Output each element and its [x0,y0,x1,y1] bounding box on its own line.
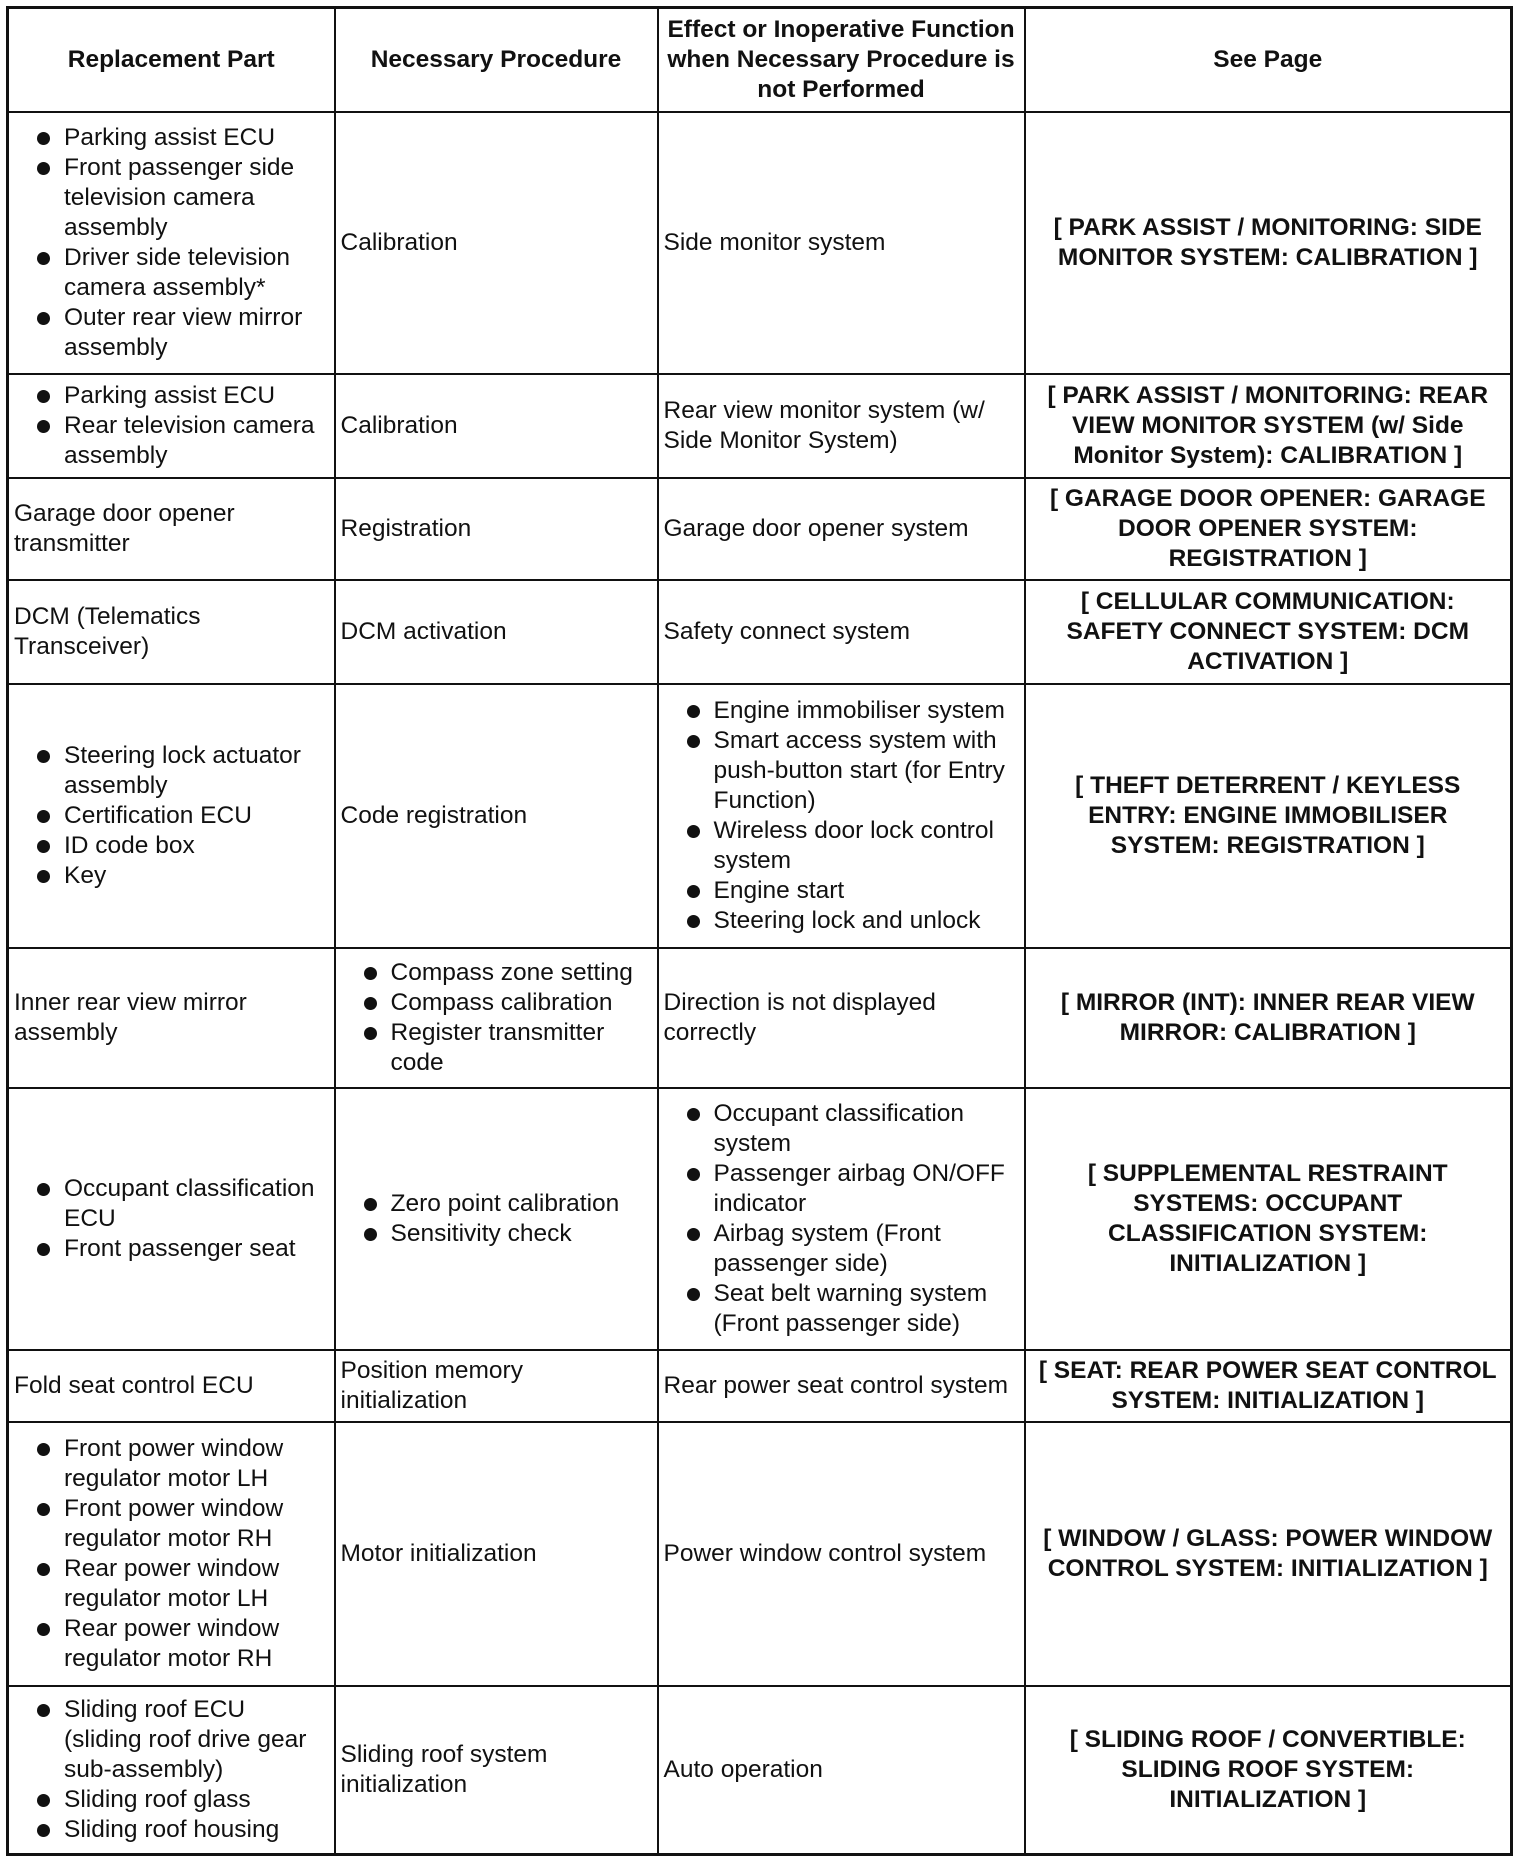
procedure-cell: Motor initialization [335,1422,658,1686]
effect-cell: Side monitor system [658,112,1025,374]
procedure-table [6,6,1513,1856]
procedure-item: Compass calibration [341,988,652,1018]
see-page-link[interactable]: [ PARK ASSIST / MONITORING: REAR VIEW MONITOR SYSTEM (w/ Side Monitor System): CALIBRATION ] [1025,374,1512,478]
part-item: Certification ECU [14,801,329,831]
header-necessary-procedure: Necessary Procedure [335,8,658,113]
part-cell: Inner rear view mirror assembly [8,948,335,1088]
see-page-link[interactable]: [ GARAGE DOOR OPENER: GARAGE DOOR OPENER SYSTEM: REGISTRATION ] [1025,478,1512,580]
part-item: Driver side television camera assembly* [14,243,329,303]
see-page-link[interactable]: [ WINDOW / GLASS: POWER WINDOW CONTROL SYSTEM: INITIALIZATION ] [1025,1422,1512,1686]
procedure-item: Compass zone setting [341,958,652,988]
effect-item: Engine immobiliser system [664,696,1019,726]
table-row [8,684,1512,948]
effect-cell: Garage door opener system [658,478,1025,580]
table-row [8,1686,1512,1854]
part-item: Rear television camera assembly [14,411,329,471]
effect-item: Steering lock and unlock [664,906,1019,936]
part-item: Rear power window regulator motor LH [14,1554,329,1614]
effect-cell [658,684,1025,948]
table-row [8,1350,1512,1422]
effect-item: Wireless door lock control system [664,816,1019,876]
part-item: Rear power window regulator motor RH [14,1614,329,1674]
procedure-cell: Calibration [335,112,658,374]
part-cell: Garage door opener transmitter [8,478,335,580]
procedure-cell: Registration [335,478,658,580]
table-row [8,580,1512,684]
see-page-link[interactable]: [ THEFT DETERRENT / KEYLESS ENTRY: ENGINE IMMOBILISER SYSTEM: REGISTRATION ] [1025,684,1512,948]
part-item: Front power window regulator motor LH [14,1434,329,1494]
part-cell [8,374,335,478]
part-item: Parking assist ECU [14,381,329,411]
part-item: Outer rear view mirror assembly [14,303,329,363]
procedure-cell: Position memory initialization [335,1350,658,1422]
part-cell [8,684,335,948]
part-item: Steering lock actuator assembly [14,741,329,801]
effect-cell: Auto operation [658,1686,1025,1854]
procedure-item: Sensitivity check [341,1219,652,1249]
part-item: Key [14,861,329,891]
part-cell: DCM (Telematics Transceiver) [8,580,335,684]
table-row [8,1088,1512,1350]
effect-item: Engine start [664,876,1019,906]
part-item: Sliding roof glass [14,1785,329,1815]
see-page-link[interactable]: [ MIRROR (INT): INNER REAR VIEW MIRROR: CALIBRATION ] [1025,948,1512,1088]
header-replacement-part: Replacement Part [8,8,335,113]
procedure-cell: Sliding roof system initialization [335,1686,658,1854]
table-row [8,1422,1512,1686]
table-row [8,112,1512,374]
part-item: Front passenger seat [14,1234,329,1264]
effect-item: Passenger airbag ON/OFF indicator [664,1159,1019,1219]
see-page-link[interactable]: [ PARK ASSIST / MONITORING: SIDE MONITOR SYSTEM: CALIBRATION ] [1025,112,1512,374]
see-page-link[interactable]: [ SUPPLEMENTAL RESTRAINT SYSTEMS: OCCUPANT CLASSIFICATION SYSTEM: INITIALIZATION ] [1025,1088,1512,1350]
table-row [8,478,1512,580]
part-cell [8,1088,335,1350]
part-item: Sliding roof housing [14,1815,329,1845]
see-page-link[interactable]: [ SEAT: REAR POWER SEAT CONTROL SYSTEM: INITIALIZATION ] [1025,1350,1512,1422]
part-item: Front passenger side television camera assembly [14,153,329,243]
see-page-link[interactable]: [ SLIDING ROOF / CONVERTIBLE: SLIDING ROOF SYSTEM: INITIALIZATION ] [1025,1686,1512,1854]
procedure-item: Register transmitter code [341,1018,652,1078]
procedure-cell [335,1088,658,1350]
effect-cell [658,1088,1025,1350]
effect-cell: Direction is not displayed correctly [658,948,1025,1088]
effect-cell: Safety connect system [658,580,1025,684]
table-row [8,948,1512,1088]
procedure-cell: DCM activation [335,580,658,684]
effect-cell: Rear view monitor system (w/ Side Monitor System) [658,374,1025,478]
effect-cell: Rear power seat control system [658,1350,1025,1422]
procedure-item: Zero point calibration [341,1189,652,1219]
part-cell [8,112,335,374]
procedure-cell: Code registration [335,684,658,948]
part-cell [8,1686,335,1854]
table-row [8,374,1512,478]
effect-item: Smart access system with push-button start (for Entry Function) [664,726,1019,816]
procedure-cell [335,948,658,1088]
effect-cell: Power window control system [658,1422,1025,1686]
header-effect: Effect or Inoperative Function when Necessary Procedure is not Performed [658,8,1025,113]
part-item: Sliding roof ECU (sliding roof drive gear sub-assembly) [14,1695,329,1785]
header-row [8,8,1512,113]
effect-item: Seat belt warning system (Front passenger side) [664,1279,1019,1339]
effect-item: Airbag system (Front passenger side) [664,1219,1019,1279]
effect-item: Occupant classification system [664,1099,1019,1159]
part-cell: Fold seat control ECU [8,1350,335,1422]
part-cell [8,1422,335,1686]
part-item: Front power window regulator motor RH [14,1494,329,1554]
part-item: Occupant classification ECU [14,1174,329,1234]
procedure-cell: Calibration [335,374,658,478]
part-item: ID code box [14,831,329,861]
see-page-link[interactable]: [ CELLULAR COMMUNICATION: SAFETY CONNECT SYSTEM: DCM ACTIVATION ] [1025,580,1512,684]
header-see-page: See Page [1025,8,1512,113]
part-item: Parking assist ECU [14,123,329,153]
